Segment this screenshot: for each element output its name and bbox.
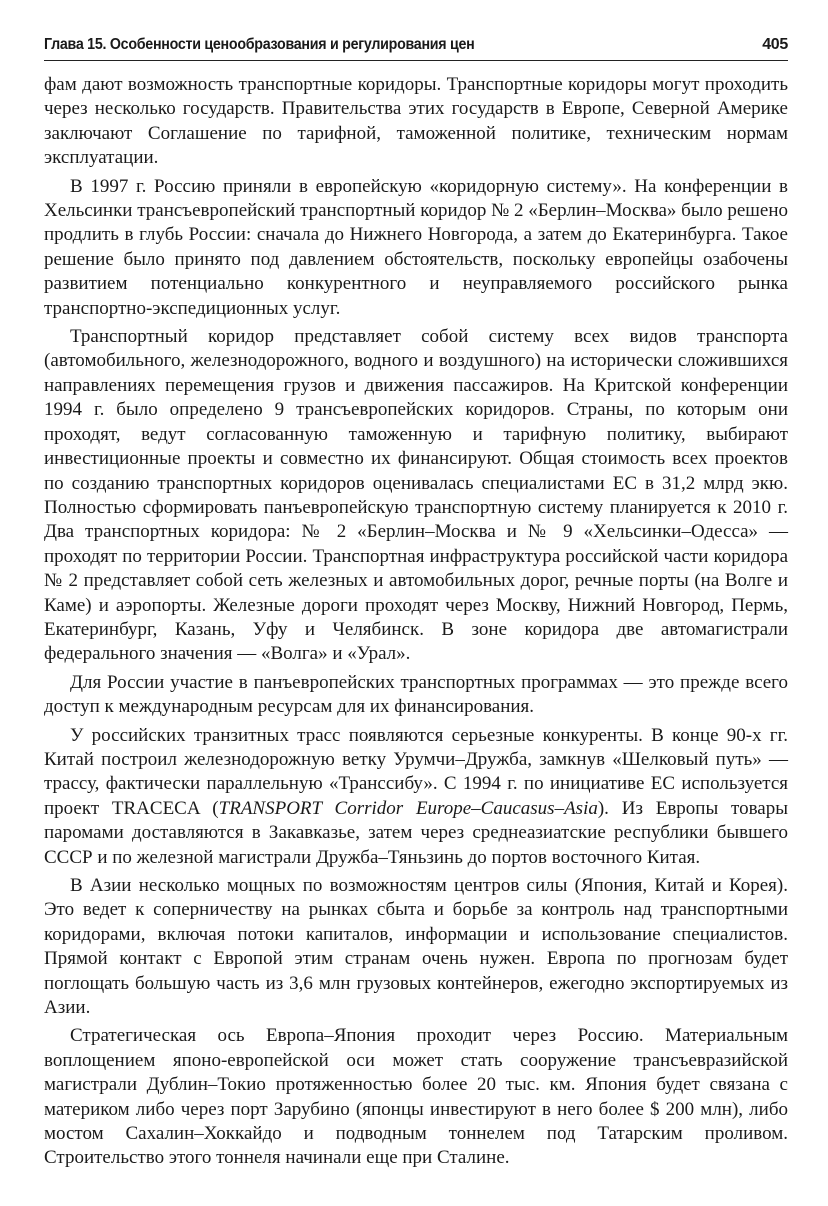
paragraph-5 bbox=[44, 724, 788, 870]
paragraph-5-text-before: У российских транзитных трасс появляются серьезные конкуренты. В конце 90-х гг. Китай построил железнодорожную ветку Урумчи–Дружба, замкнув «Шелковый путь» — трассу, фактически параллельную «Транссибу». С 1994 г. по инициативе ЕС используется проект TRACECA ( bbox=[44, 724, 788, 819]
book-page bbox=[44, 36, 788, 1175]
paragraph-5-italic-term: TRANSPORT Corridor Europe–Caucasus–Asia bbox=[218, 797, 598, 819]
paragraph-7: Стратегическая ось Европа–Япония проходит через Россию. Материальным воплощением японо-европейской оси может стать сооружение трансъевразийской магистрали Дублин–Токио протяженностью более 20 тыс. км. Япония будет связана с материком либо через порт Зарубино (японцы инвестируют в него более $ 200 млн), либо мостом Сахалин–Хоккайдо и подводным тоннелем под Татарским проливом. Строительство этого тоннеля начинали еще при Сталине. bbox=[44, 1025, 788, 1169]
chapter-title: Глава 15. Особенности ценообразования и регулирования цен bbox=[44, 36, 475, 53]
paragraph-3: Транспортный коридор представляет собой систему всех видов транспорта (автомобильного, железнодорожного, водного и воздушного) на исторически сложившихся направлениях перемещения грузов и движения пассажиров. На Критской конференции 1994 г. было определено 9 трансъевропейских коридоров. Страны, по которым они проходят, ведут согласованную таможенную и тарифную политику, выбирают инвестиционные проекты и совместно их финансируют. Общая стоимость всех проектов по созданию транспортных коридоров оценивалась специалистами ЕС в 31,2 млрд экю. Полностью сформировать панъевропейскую транспортную систему планируется к 2010 г. Два транспортных коридора: № 2 «Берлин–Москва и № 9 «Хельсинки–Одесса» — проходят по территории России. Транспортная инфраструктура российской части коридора № 2 представляет собой сеть железных и автомобильных дорог, речные порты (на Волге и Каме) и аэропорты. Железные дороги проходят через Москву, Нижний Новгород, Пермь, Екатеринбург, Казань, Уфу и Челябинск. В зоне коридора две автомагистрали федерального значения — «Волга» и «Урал». bbox=[44, 326, 788, 665]
body-text bbox=[44, 73, 788, 1171]
paragraph-6: В Азии несколько мощных по возможностям центров силы (Япония, Китай и Корея). Это ведет к соперничеству на рынках сбыта и борьбе за контроль над транспортными коридорами, включая потоки капиталов, информации и использование специалистов. Прямой контакт с Европой этим странам очень нужен. Европа по прогнозам будет поглощать большую часть из 3,6 млн грузовых контейнеров, ежегодно экспортируемых из Азии. bbox=[44, 875, 788, 1019]
paragraph-1: фам дают возможность транспортные коридоры. Транспортные коридоры могут проходить через несколько государств. Правительства этих государств в Европе, Северной Америке заключают Соглашение по тарифной, таможенной политике, техническим нормам эксплуатации. bbox=[44, 74, 788, 169]
paragraph-4: Для России участие в панъевропейских транспортных программах — это прежде всего доступ к международным ресурсам для их финансирования. bbox=[44, 671, 788, 718]
running-header bbox=[44, 36, 788, 61]
paragraph-5-text-after: ). Из Европы товары паромами доставляются в Закавказье, затем через среднеазиатские республики бывшего СССР и по железной магистрали Дружба–Тяньзинь до портов восточного Китая. bbox=[44, 797, 788, 868]
paragraph-2: В 1997 г. Россию приняли в европейскую «коридорную систему». На конференции в Хельсинки трансъевропейский транспортный коридор № 2 «Берлин–Москва» было решено продлить в глубь России: сначала до Нижнего Новгорода, а затем до Екатеринбурга. Такое решение было принято под давлением обстоятельств, поскольку европейцы озабочены развитием потенциально конкурентного и неуправляемого российского рынка транспортно-экспедиционных услуг. bbox=[44, 175, 788, 319]
page-number: 405 bbox=[762, 36, 788, 53]
